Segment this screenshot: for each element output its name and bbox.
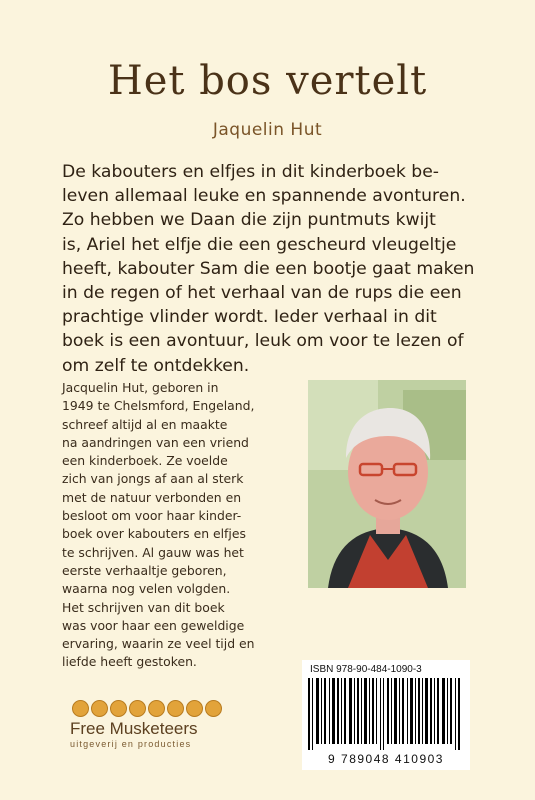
- blurb-line: prachtige vlinder wordt. Ieder verhaal in dit: [62, 307, 437, 328]
- author-bio: [62, 379, 290, 672]
- publisher-tagline: uitgeverij en producties: [70, 739, 192, 749]
- publisher-name: Free Musketeers: [70, 719, 198, 738]
- publisher-badge-icon: [205, 700, 222, 717]
- bio-line: na aandringen van een vriend: [62, 434, 249, 450]
- bio-line: liefde heeft gestoken.: [62, 654, 197, 670]
- publisher-badge-icon: [129, 700, 146, 717]
- bio-line: met de natuur verbonden en: [62, 489, 242, 505]
- blurb-line: om zelf te ontdekken.: [62, 355, 250, 376]
- publisher-badge-icon: [167, 700, 184, 717]
- bio-line: was voor haar een geweldige: [62, 617, 245, 633]
- bio-line: Het schrijven van dit boek: [62, 599, 225, 615]
- bio-line: waarna nog velen volgden.: [62, 581, 231, 597]
- isbn-label: ISBN 978-90-484-1090-3: [310, 664, 422, 675]
- bio-line: besloot om voor haar kinder-: [62, 508, 242, 524]
- bio-line: ervaring, waarin ze veel tijd en: [62, 636, 255, 652]
- bio-line: schreef altijd al en maakte: [62, 416, 228, 432]
- publisher-logo: [70, 700, 240, 749]
- publisher-badges: [72, 700, 240, 717]
- blurb-line: De kabouters en elfjes in dit kinderboek be-: [62, 162, 439, 182]
- book-title: Het bos vertelt: [107, 58, 428, 104]
- blurb-line: leven allemaal leuke en spannende avonturen.: [62, 186, 466, 207]
- barcode-bars-icon: [308, 678, 464, 750]
- bio-line: zich van jongs af aan al sterk: [62, 471, 244, 487]
- publisher-badge-icon: [148, 700, 165, 717]
- blurb-line: heeft, kabouter Sam die een bootje gaat maken: [62, 258, 475, 279]
- publisher-badge-icon: [110, 700, 127, 717]
- book-author: Jaquelin Hut: [212, 120, 323, 140]
- publisher-badge-icon: [91, 700, 108, 717]
- bio-line: boek over kabouters en elfjes: [62, 526, 246, 542]
- blurb-line: boek is een avontuur, leuk om voor te lezen of: [62, 331, 464, 352]
- bio-line: Jacquelin Hut, geboren in: [62, 380, 219, 395]
- bio-line: een kinderboek. Ze voelde: [62, 453, 228, 469]
- blurb-text: [62, 160, 482, 378]
- author-portrait-image: [308, 380, 466, 588]
- bio-line: 1949 te Chelsmford, Engeland,: [62, 398, 255, 414]
- publisher-badge-icon: [72, 700, 89, 717]
- blurb-line: in de regen of het verhaal van de rups die een: [62, 283, 462, 304]
- author-photo: [308, 380, 466, 588]
- blurb-line: Zo hebben we Daan die zijn puntmuts kwijt: [62, 210, 436, 231]
- bio-line: eerste verhaaltje geboren,: [62, 562, 227, 578]
- barcode: [302, 660, 470, 770]
- isbn-digits: 9 789048 410903: [328, 752, 444, 766]
- publisher-badge-icon: [186, 700, 203, 717]
- bio-line: te schrijven. Al gauw was het: [62, 544, 244, 560]
- blurb-line: is, Ariel het elfje die een gescheurd vleugeltje: [62, 234, 457, 255]
